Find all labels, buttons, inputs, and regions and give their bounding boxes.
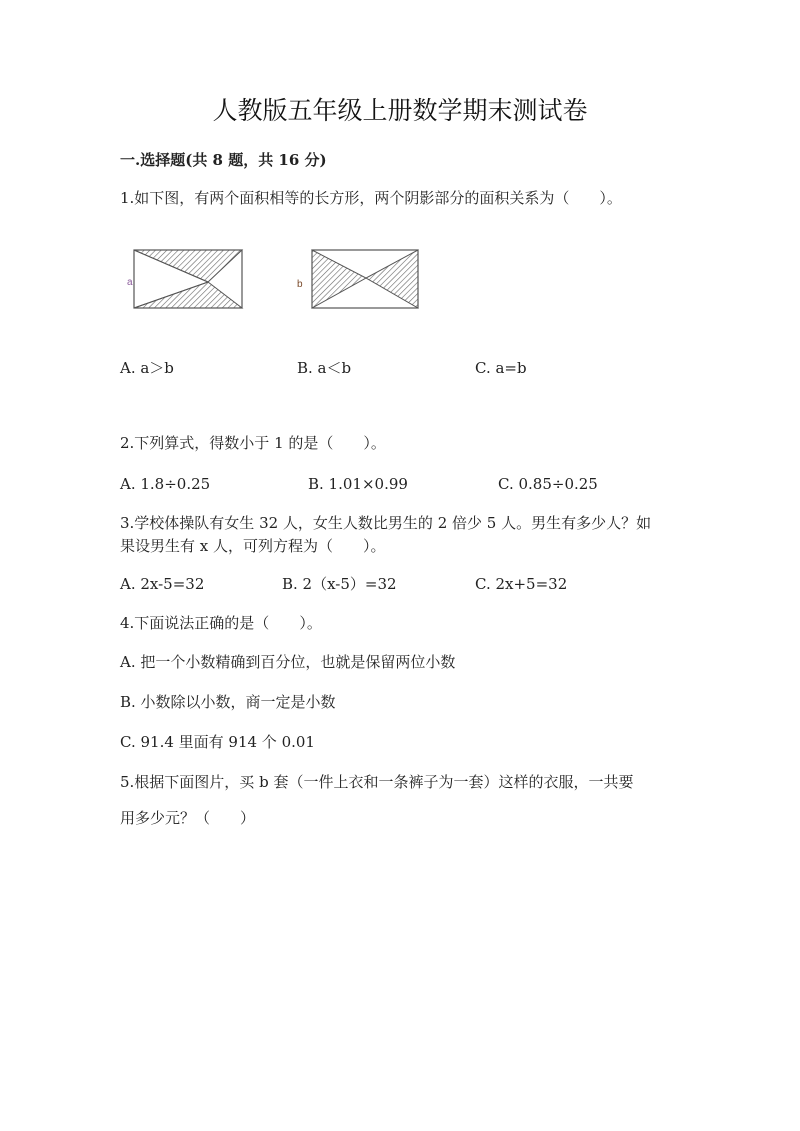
figure-b-label: b [297, 279, 303, 290]
question-1-text: 1.如下图，有两个面积相等的长方形，两个阴影部分的面积关系为（ ）。 [120, 189, 622, 207]
question-4-option-b: B. 小数除以小数，商一定是小数 [120, 693, 336, 711]
question-1-option-a: A. a＞b [120, 359, 174, 377]
question-2-option-a: A. 1.8÷0.25 [120, 475, 211, 493]
question-2-option-b: B. 1.01×0.99 [308, 475, 408, 493]
question-4-option-c: C. 91.4 里面有 914 个 0.01 [120, 733, 315, 751]
question-1-option-b: B. a＜b [297, 359, 352, 377]
section-heading-choice: 一.选择题(共 8 题，共 16 分) [120, 151, 327, 169]
question-2-option-c: C. 0.85÷0.25 [498, 475, 598, 493]
figure-a-label: a [127, 277, 133, 288]
page-title: 人教版五年级上册数学期末测试卷 [212, 96, 588, 125]
question-3-option-b: B. 2（x-5）=32 [282, 575, 397, 593]
question-1-figure [120, 240, 430, 316]
question-5-text-line-2: 用多少元？（ ） [120, 809, 256, 827]
question-1-option-c: C. a=b [475, 359, 527, 377]
question-3-option-c: C. 2x+5=32 [475, 575, 568, 593]
question-4-text: 4.下面说法正确的是（ ）。 [120, 614, 322, 632]
question-3-text-line-1: 3.学校体操队有女生 32 人，女生人数比男生的 2 倍少 5 人。男生有多少人？如 [120, 514, 652, 532]
question-4-option-a: A. 把一个小数精确到百分位，也就是保留两位小数 [120, 653, 456, 671]
question-5-text-line-1: 5.根据下面图片，买 b 套（一件上衣和一条裤子为一套）这样的衣服，一共要 [120, 773, 634, 791]
question-3-option-a: A. 2x-5=32 [120, 575, 205, 593]
question-2-text: 2.下列算式，得数小于 1 的是（ ）。 [120, 434, 386, 452]
question-3-text-line-2: 果设男生有 x 人，可列方程为（ ）。 [120, 537, 386, 555]
